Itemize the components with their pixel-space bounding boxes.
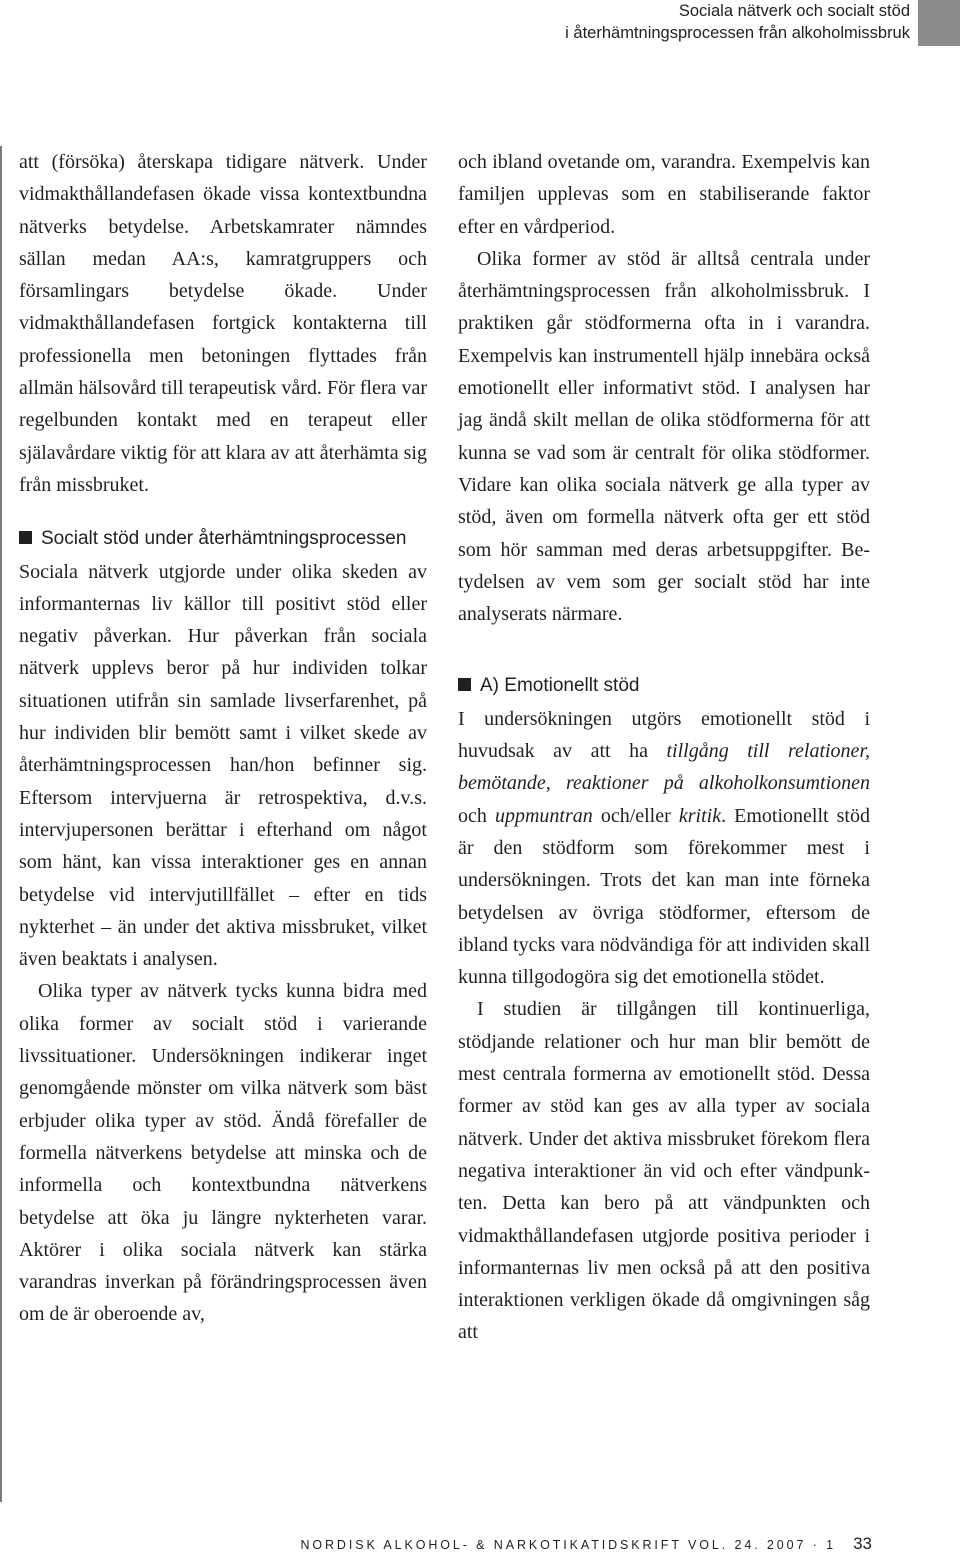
right-paragraph-2: Olika former av stöd är alltså centrala under återhämtningsprocessen från alkoholmissbruk. I praktiken går stödformerna ofta in i varandra. Exempelvis kan instrumentell hjälp innebära också emotionellt eller informativt stöd. I analysen har jag ändå skilt mellan de olika stödformerna för att kunna se vad som är centralt för olika stödformer. Vidare kan olika sociala nätverk ge alla typer av stöd, även om formella nätverk ofta ger ett stöd som hör samman med deras arbetsuppgifter. Betydelsen av vem som ger socialt stöd har inte analyserats närmare. [458,247,870,626]
left-paragraph-2: Sociala nätverk utgjorde under olika skeden av informanternas liv källor till positivt stöd eller negativ påverkan. Hur påverkan från sociala nätverk upplevs beror på hur individen tolkar situationen utifrån sin samlade livserfarenhet, på hur individen blir bemött samt i vilket skede av återhämtningsprocessen han/hon befinner sig. Eftersom intervjuerna är retrospektiva, d.v.s. intervjupersonen berättar i efterhand om något som hänt, kan vissa interaktioner ges en annan betydelse vid intervjutillfället – efter en tids nykterhet – än under det aktiva missbruket, vilket även beaktats i analysen. [19,560,427,971]
text-run: och [458,804,495,827]
heading-square-icon [19,531,32,544]
section-heading-text: Socialt stöd under återhämtningsprocessen [41,528,407,550]
section-heading-text: A) Emotionellt stöd [480,675,640,697]
text-run: I undersökningen utgörs emotionellt stöd i huvudsak av att ha [458,707,870,763]
running-header [310,0,910,44]
left-margin-rule [0,146,2,1502]
right-paragraph-4: I studien är tillgången till kontinuerliga, stödjande relationer och hur man blir bemött de mest centrala formerna av emotionellt stöd. Dessa former av stöd kan ges av alla typer av sociala nätverk. Under det aktiva missbruket förekom flera negativa interaktioner än vid och efter vändpunkten. Detta kan bero på att vändpunkten och vidmakthållandefasen utgjorde positiva perioder i informanternas liv men också på att den positiva interaktionen verkligen ökade då omgivningen såg att [458,998,870,1344]
right-paragraph-3 [458,703,870,994]
journal-name: NORDISK ALKOHOL- & NARKOTIKATIDSKRIFT VOL. 24. 2007 · 1 [300,1538,836,1552]
left-column [19,146,427,1331]
section-heading-socialt-stod [19,523,427,555]
page-number: 33 [853,1534,872,1553]
italic-run: kritik [678,804,722,827]
italic-run: tillgång till relationer, bemötande, reaktioner på alkoholkonsumtionen [458,740,871,795]
heading-square-icon [458,678,471,691]
right-paragraph-1: och ibland ovetande om, varandra. Exempelvis kan familjen upplevas som en stabiliserande faktor efter en vårdperiod. [458,151,870,238]
running-header-line-2: i återhämtningsprocessen från alkoholmissbruk [565,24,910,42]
text-run: och/eller [592,804,679,827]
left-paragraph-3: Olika typer av nätverk tycks kunna bidra med olika former av socialt stöd i varierande livssituationer. Undersökningen indikerar inget genomgående mönster om vilka nätverk som bäst erbjuder olika typer av stöd. Ändå förefaller de formella nätverkens betydelse att minska och de informella och kontextbundna nätverkens betydelse att öka ju längre nykterheten varar. Aktörer i olika sociala nätverk kan stärka varandras inverkan på förändringsprocessen även om de är oberoende av, [19,980,427,1326]
page-footer [0,1536,960,1556]
section-heading-emotionellt-stod [458,670,870,702]
corner-tab-marker [918,0,960,46]
right-column [458,146,870,1349]
running-header-line-1: Sociala nätverk och socialt stöd [678,2,910,20]
left-paragraph-1: att (försöka) återskapa tidigare nätverk. Under vidmakthållandefasen ökade vissa kontextbundna nätverks betydelse. Arbetskamrater nämndes sällan medan AA:s, kamratgruppers och församlingars betydelse ökade. Under vidmakthållandefasen fortgick kontakterna till professionella men betoningen flyttades från allmän hälsovård till terapeutisk vård. För flera var regelbunden kontakt med en terapeut eller själavårdare viktig för att klara av att återhämta sig från missbruket. [19,151,427,496]
italic-run: uppmuntran [494,804,593,827]
text-run: . Emotionellt stöd är den stödform som förekommer mest i undersökningen. Trots det kan man inte förneka betydelsen av övriga stödformer, eftersom de ibland tycks vara nödvändiga för att individen skall kunna tillgodogöra sig det emotionella stödet. [458,804,870,989]
